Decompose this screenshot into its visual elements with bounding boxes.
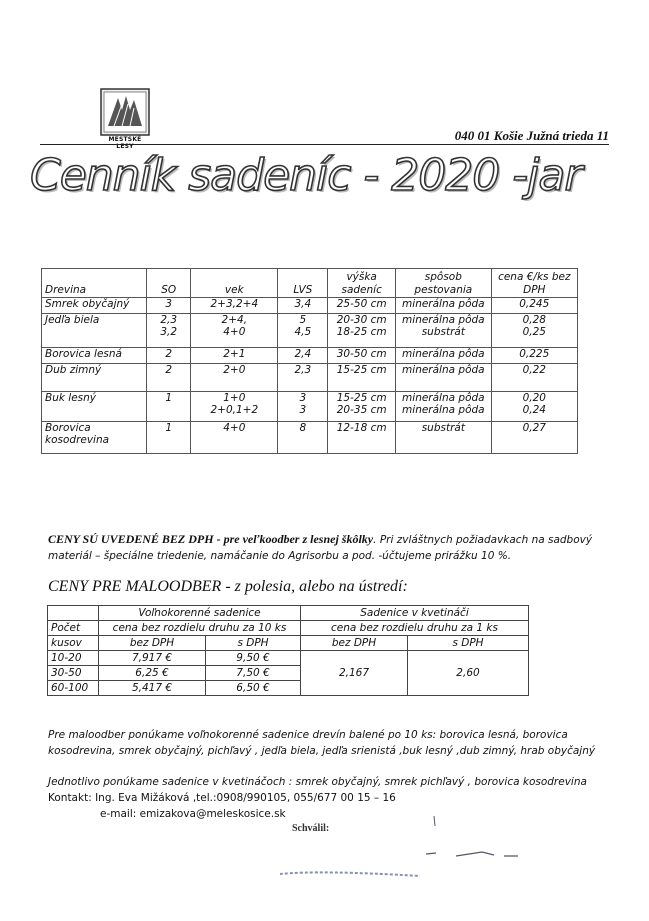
price-cell [491, 298, 577, 314]
table-row [42, 392, 578, 422]
so-value: 1 [165, 392, 173, 404]
price-value: 0,28 [522, 314, 546, 326]
wholesale-note-text: . Pri zvláštnych požiadavkach na sadbový materiál – špeciálne triedenie, namáčanie do Agrisorbu a pod. -účtujeme prirážku 10 %. [48, 534, 593, 562]
age-value: 2+0,1+2 [210, 404, 259, 416]
method-value: minerálna pôda [402, 298, 485, 310]
so-cell [147, 392, 191, 422]
method-cell [396, 364, 491, 392]
lvs-cell [278, 314, 328, 348]
price-cell [491, 422, 577, 454]
page-title: Cenník sadeníc - 2020 -jar [30, 150, 582, 201]
qty-cell: 30-50 [48, 666, 99, 681]
height-value: 12-18 cm [336, 422, 387, 434]
col-vek: vek [191, 269, 278, 298]
price-s-cell: 7,50 € [206, 666, 301, 681]
single-offer-paragraph: Jednotlivo ponúkame sadenice v kvetináčoch : smrek obyčajný, smrek pichľavý , borovica kosodrevina [48, 776, 587, 788]
qty-cell: 60-100 [48, 681, 99, 696]
so-value: 1 [165, 422, 173, 434]
price-cell [491, 392, 577, 422]
logo-caption: MESTSKÉ LESY [108, 136, 142, 150]
head-s-dph-right: s DPH [408, 636, 529, 651]
stamp-smudge [270, 864, 430, 888]
price-value: 0,20 [522, 392, 546, 404]
age-value: 2+4, [221, 314, 248, 326]
approval-label: Schválil: [292, 823, 330, 834]
height-value: 20-35 cm [336, 404, 387, 416]
lvs-value: 3 [299, 392, 307, 404]
tree-cell [42, 298, 147, 314]
sub-potted: cena bez rozdielu druhu za 1 ks [301, 621, 529, 636]
price-cell [491, 364, 577, 392]
price-value: 0,25 [522, 326, 546, 338]
method-value: minerálna pôda [402, 404, 485, 416]
lvs-value: 8 [299, 422, 307, 434]
method-value: minerálna pôda [402, 348, 485, 360]
table-row [42, 348, 578, 364]
so-value: 3 [165, 298, 173, 310]
so-value: 2,3 [160, 314, 178, 326]
lvs-cell [278, 364, 328, 392]
table-row [42, 422, 578, 454]
so-cell [147, 348, 191, 364]
price-s-cell: 9,50 € [206, 651, 301, 666]
height-cell [328, 422, 396, 454]
tree-name: Borovica kosodrevina [45, 422, 110, 446]
age-cell [191, 298, 278, 314]
method-value: minerálna pôda [402, 392, 485, 404]
height-cell [328, 348, 396, 364]
offer-paragraph: Pre maloodber ponúkame voľnokorenné sadenice drevín balené po 10 ks: borovica lesná, borovica kosodrevina, smrek obyčajný, pichľavý , jedľa biela, jedľa srienistá ,buk lesný ,dub zimný, hrab obyčajný [48, 729, 596, 757]
table-row [42, 298, 578, 314]
height-cell [328, 298, 396, 314]
corner-cell [48, 606, 99, 621]
height-value: 30-50 cm [336, 348, 387, 360]
so-cell [147, 364, 191, 392]
potted-s-cell: 2,60 [408, 651, 529, 696]
price-value: 0,27 [522, 422, 546, 434]
wholesale-note-bold: CENY SÚ UVEDENÉ BEZ DPH - pre veľkoodber z lesnej škôlky [48, 532, 374, 546]
price-value: 0,24 [522, 404, 546, 416]
head-bez-dph-left: bez DPH [99, 636, 206, 651]
col-drevina: Drevina [42, 269, 147, 298]
age-cell [191, 422, 278, 454]
age-value: 2+3,2+4 [210, 298, 259, 310]
so-value: 2 [165, 364, 173, 376]
age-cell [191, 348, 278, 364]
tree-cell [42, 422, 147, 454]
price-value: 0,245 [519, 298, 550, 310]
lvs-cell [278, 422, 328, 454]
height-value: 18-25 cm [336, 326, 387, 338]
price-table [41, 268, 578, 454]
price-value: 0,225 [519, 348, 550, 360]
potted-bez-cell: 2,167 [301, 651, 408, 696]
method-value: minerálna pôda [402, 364, 485, 376]
so-cell [147, 314, 191, 348]
col-cena: cena €/ks bez DPH [491, 269, 577, 298]
price-value: 0,22 [522, 364, 546, 376]
lvs-value: 5 [299, 314, 307, 326]
age-value: 4+0 [223, 422, 246, 434]
address: 040 01 Košie Južná trieda 11 [454, 128, 609, 143]
group-bareroot: Voľnokorenné sadenice [99, 606, 301, 621]
age-cell [191, 392, 278, 422]
price-cell [491, 348, 577, 364]
age-cell [191, 364, 278, 392]
label-kusov: kusov [48, 636, 99, 651]
age-value: 4+0 [223, 326, 246, 338]
tree-cell [42, 392, 147, 422]
height-cell [328, 314, 396, 348]
age-value: 1+0 [223, 392, 246, 404]
head-bez-dph-right: bez DPH [301, 636, 408, 651]
lvs-value: 4,5 [294, 326, 312, 338]
height-value: 20-30 cm [336, 314, 387, 326]
method-cell [396, 348, 491, 364]
group-potted: Sadenice v kvetináči [301, 606, 529, 621]
mestske-lesy-logo [100, 88, 150, 136]
lvs-value: 3 [299, 404, 307, 416]
tree-name: Smrek obyčajný [45, 298, 130, 310]
tree-name: Jedľa biela [45, 314, 100, 326]
so-cell [147, 298, 191, 314]
tree-name: Borovica lesná [45, 348, 122, 360]
so-cell [147, 422, 191, 454]
small-order-heading: CENY PRE MALOODBER - z polesia, alebo na ústredí: [48, 578, 408, 595]
tree-cell [42, 314, 147, 348]
lvs-value: 2,4 [294, 348, 312, 360]
sub-bareroot: cena bez rozdielu druhu za 10 ks [99, 621, 301, 636]
height-value: 15-25 cm [336, 392, 387, 404]
head-s-dph-left: s DPH [206, 636, 301, 651]
price-s-cell: 6,50 € [206, 681, 301, 696]
lvs-cell [278, 392, 328, 422]
method-cell [396, 298, 491, 314]
col-vyska: výška sadeníc [328, 269, 396, 298]
col-sposob: spôsob pestovania [396, 269, 491, 298]
contact-line: Kontakt: Ing. Eva Mižáková ,tel.:0908/990105, 055/677 00 15 – 16 [48, 792, 396, 804]
method-value: substrát [421, 422, 465, 434]
so-value: 3,2 [160, 326, 178, 338]
tree-name: Buk lesný [45, 392, 96, 404]
tree-name: Dub zimný [45, 364, 102, 376]
signature-mark [422, 812, 532, 862]
wholesale-note [48, 531, 608, 564]
age-value: 2+0 [223, 364, 246, 376]
height-value: 15-25 cm [336, 364, 387, 376]
height-cell [328, 364, 396, 392]
method-cell [396, 392, 491, 422]
table-row [42, 364, 578, 392]
col-so: SO [147, 269, 191, 298]
price-bez-cell: 5,417 € [99, 681, 206, 696]
height-value: 25-50 cm [336, 298, 387, 310]
small-order-table [47, 605, 529, 696]
method-value: substrát [421, 326, 465, 338]
lvs-value: 3,4 [294, 298, 312, 310]
lvs-value: 2,3 [294, 364, 312, 376]
qty-cell: 10-20 [48, 651, 99, 666]
height-cell [328, 392, 396, 422]
col-lvs: LVS [278, 269, 328, 298]
so-value: 2 [165, 348, 173, 360]
table-row [42, 314, 578, 348]
label-pocet: Počet [48, 621, 99, 636]
lvs-cell [278, 348, 328, 364]
tree-cell [42, 364, 147, 392]
method-value: minerálna pôda [402, 314, 485, 326]
header-divider [40, 144, 609, 145]
method-cell [396, 314, 491, 348]
price-cell [491, 314, 577, 348]
tree-cell [42, 348, 147, 364]
age-value: 2+1 [223, 348, 246, 360]
email-line: e-mail: emizakova@meleskosice.sk [100, 808, 286, 820]
method-cell [396, 422, 491, 454]
age-cell [191, 314, 278, 348]
price-bez-cell: 7,917 € [99, 651, 206, 666]
price-bez-cell: 6,25 € [99, 666, 206, 681]
lvs-cell [278, 298, 328, 314]
